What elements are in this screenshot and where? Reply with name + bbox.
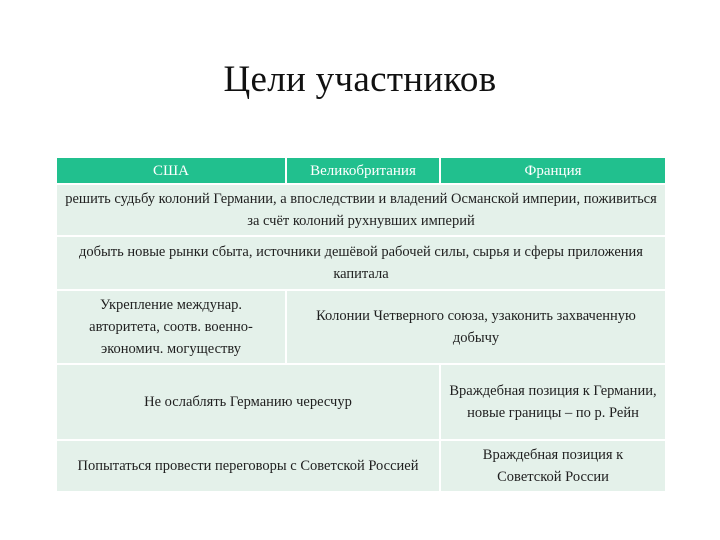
- france-goal-russia: Враждебная позиция к Советской России: [440, 440, 666, 492]
- common-goal-markets: добыть новые рынки сбыта, источники дешёвой рабочей силы, сырья и сферы приложения капитала: [56, 236, 666, 290]
- table-row: [56, 290, 666, 364]
- common-goal-colonies: решить судьбу колоний Германии, а впоследствии и владений Османской империи, поживиться за счёт колоний рухнувших империй: [56, 184, 666, 236]
- table-row: [56, 184, 666, 236]
- table-row: [56, 364, 666, 440]
- header-usa: США: [56, 157, 286, 184]
- table-row: [56, 236, 666, 290]
- usa-uk-goal-russia: Попытаться провести переговоры с Советской Россией: [56, 440, 440, 492]
- table-header-row: [56, 157, 666, 184]
- usa-uk-goal-germany: Не ослаблять Германию чересчур: [56, 364, 440, 440]
- slide-title: Цели участников: [223, 59, 497, 100]
- header-france: Франция: [440, 157, 666, 184]
- usa-goal-authority: Укрепление междунар. авторитета, соотв. военно-экономич. могуществу: [56, 290, 286, 364]
- header-uk: Великобритания: [286, 157, 440, 184]
- goals-table: [55, 156, 667, 493]
- france-goal-germany: Враждебная позиция к Германии, новые границы – по р. Рейн: [440, 364, 666, 440]
- table-row: [56, 440, 666, 492]
- uk-france-goal-colonies: Колонии Четверного союза, узаконить захваченную добычу: [286, 290, 666, 364]
